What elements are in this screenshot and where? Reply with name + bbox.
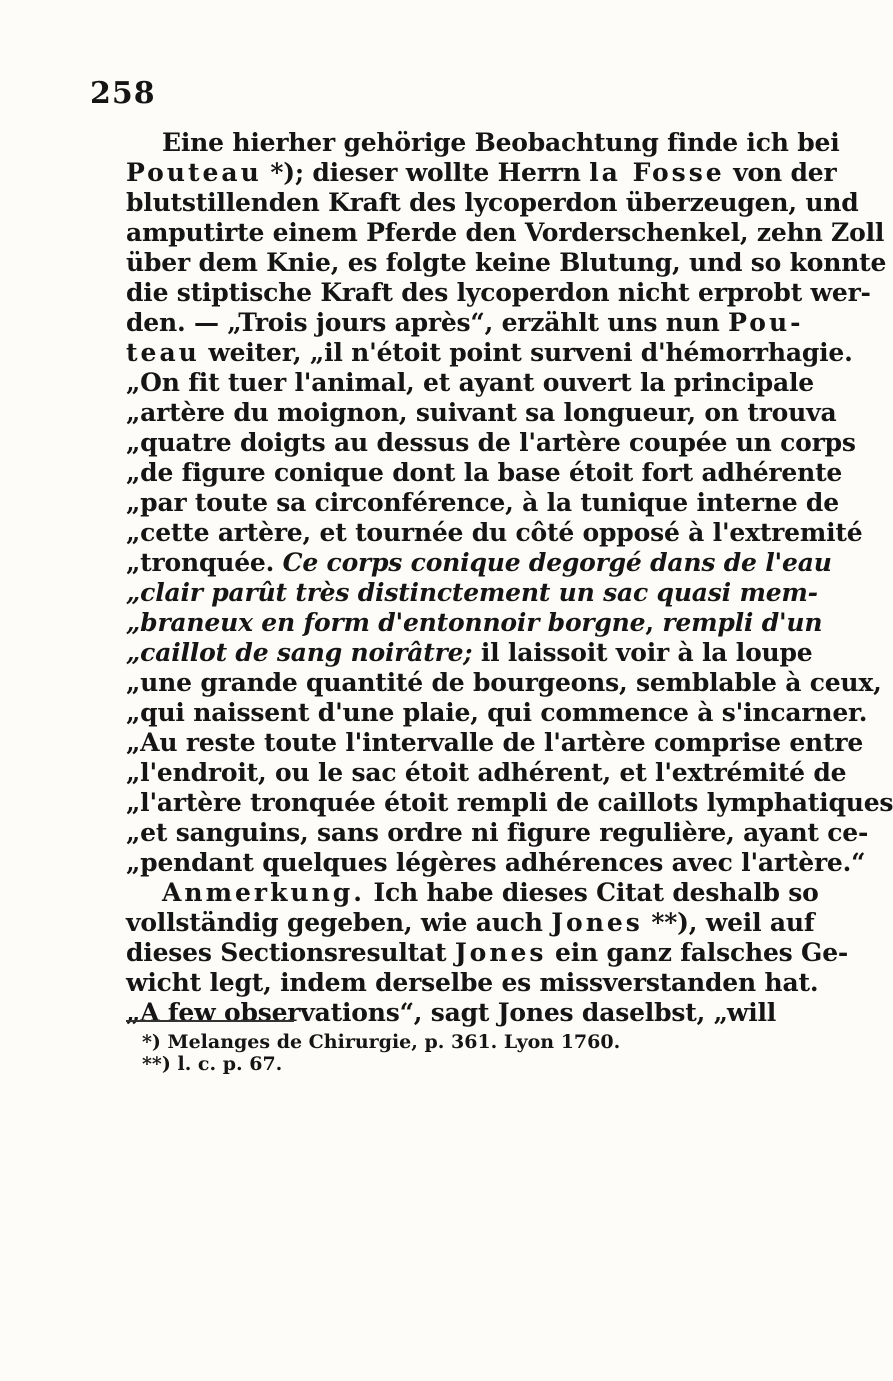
text-segment: amputirte einem Pferde den Vorderschenkel, zehn Zoll (126, 218, 885, 247)
text-segment: *); dieser wollte Herrn (261, 158, 590, 187)
footnote: **) l. c. p. 67. (142, 1053, 283, 1075)
text-segment: „artère du moignon, suivant sa longueur, on trouva (126, 398, 837, 427)
text-segment: la Fosse (589, 158, 725, 187)
text-segment: „de figure conique dont la base étoit fort adhérente (126, 458, 843, 487)
text-segment: Pouteau (126, 158, 262, 187)
text-line (126, 488, 839, 518)
text-line (126, 638, 813, 668)
text-line (126, 398, 837, 428)
text-line (126, 428, 856, 458)
text-line (126, 818, 869, 848)
text-line (126, 728, 864, 758)
text-segment: rempli d'un (662, 608, 823, 637)
text-segment: die stiptische Kraft des lycoperdon nicht erprobt wer- (126, 278, 871, 307)
text-line (126, 158, 837, 188)
text-line (126, 668, 882, 698)
text-segment: „l'endroit, ou le sac étoit adhérent, et l'extrémité de (126, 758, 847, 787)
text-segment: „braneux en form d'entonnoir borgne (126, 608, 646, 637)
text-segment: „pendant quelques légères adhérences avec l'artère.“ (126, 848, 866, 877)
footnotes (142, 1031, 762, 1075)
text-segment: Pou- (728, 308, 804, 337)
footnote-rule (126, 1020, 294, 1022)
text-line (126, 188, 859, 218)
text-segment: blutstillenden Kraft des lycoperdon überzeugen, und (126, 188, 859, 217)
text-line (126, 848, 866, 878)
text-line (126, 908, 815, 938)
text-segment: Ce corps conique degorgé dans de l'eau (282, 548, 832, 577)
text-segment: „une grande quantité de bourgeons, semblable à ceux, (126, 668, 882, 697)
text-segment: wicht legt, indem derselbe es missverstanden hat. (126, 968, 819, 997)
text-line (126, 518, 863, 548)
text-segment: Ich habe dieses Citat deshalb so (364, 878, 819, 907)
text-segment: Jones (454, 938, 547, 967)
text-segment: „Au reste toute l'intervalle de l'artère comprise entre (126, 728, 864, 757)
text-segment: Eine hierher gehörige Beobachtung finde ich bei (162, 128, 840, 157)
text-line (126, 248, 887, 278)
text-segment: il laissoit voir à la loupe (472, 638, 813, 667)
text-segment: „cette artère, et tournée du côté opposé à l'extremité (126, 518, 863, 547)
text-segment: „clair parût très distinctement un sac quasi mem- (126, 578, 818, 607)
text-line (126, 548, 832, 578)
text-segment: „l'artère tronquée étoit rempli de caillots lymphatiques (126, 788, 893, 817)
text-line (126, 308, 804, 338)
text-segment: „et sanguins, sans ordre ni figure regulière, ayant ce- (126, 818, 869, 847)
text-segment: „On fit tuer l'animal, et ayant ouvert la principale (126, 368, 814, 397)
text-line (126, 128, 840, 158)
text-line (126, 938, 849, 968)
text-segment: teau (126, 338, 200, 367)
text-line (126, 758, 847, 788)
text-line (126, 698, 868, 728)
text-segment: vollständig gegeben, wie auch (126, 908, 552, 937)
text-segment: über dem Knie, es folgte keine Blutung, und so konnte (126, 248, 887, 277)
text-segment: „caillot de sang noirâtre; (126, 638, 473, 667)
text-segment: den. — „Trois jours après“, erzählt uns nun (126, 308, 729, 337)
text-line (126, 878, 819, 908)
text-segment: Jones (551, 908, 643, 937)
text-segment: „qui naissent d'une plaie, qui commence à s'incarner. (126, 698, 868, 727)
text-line (126, 278, 871, 308)
text-segment: von der (724, 158, 837, 187)
text-segment: dieses Sectionsresultat (126, 938, 455, 967)
text-line (126, 578, 818, 608)
text-segment: weiter, „il n'étoit point surveni d'hémorrhagie. (199, 338, 853, 367)
text-segment: „A few observations“, sagt Jones daselbst, „will (126, 998, 777, 1027)
text-line (126, 788, 893, 818)
body-text (126, 128, 893, 1028)
text-segment: „quatre doigts au dessus de l'artère coupée un corps (126, 428, 856, 457)
page-number: 258 (90, 76, 156, 111)
text-segment: Anmerkung. (162, 878, 365, 907)
text-line (126, 338, 853, 368)
text-line (126, 608, 823, 638)
text-segment: „par toute sa circonférence, à la tunique interne de (126, 488, 839, 517)
footnote: *) Melanges de Chirurgie, p. 361. Lyon 1760. (142, 1031, 621, 1053)
text-line (126, 218, 885, 248)
text-line (126, 458, 843, 488)
text-line (126, 368, 814, 398)
text-line (126, 998, 776, 1028)
text-segment: „tronquée. (126, 548, 283, 577)
text-segment: ein ganz falsches Ge- (546, 938, 849, 967)
text-segment: , (645, 608, 663, 637)
text-line (126, 968, 819, 998)
text-segment: **), weil auf (642, 908, 815, 937)
